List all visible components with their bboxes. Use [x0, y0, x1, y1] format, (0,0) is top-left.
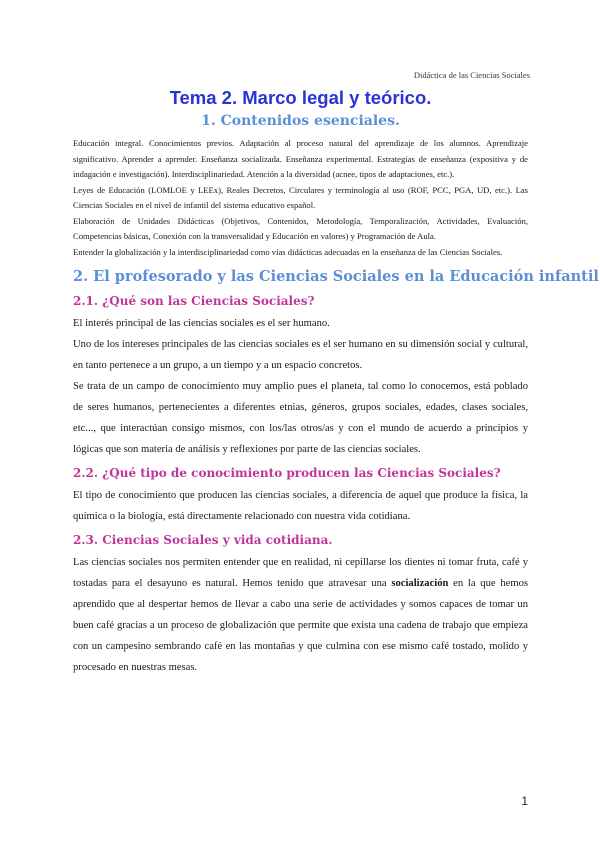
subsection-heading-2-2: 2.2. ¿Qué tipo de conocimiento producen las Ciencias Sociales?	[73, 466, 501, 480]
subsection-2-1-body	[73, 313, 528, 460]
paragraph: Entender la globalización y la interdisciplinariedad como vías didácticas adecuadas en la enseñanza de las Ciencias Sociales.	[73, 246, 503, 257]
subsection-2-3-body	[73, 552, 528, 678]
text-run: Las ciencias sociales nos permiten entender que en realidad, ni cepillarse los dientes ni tomar fruta, café y tostadas para el desayuno es natural. Hemos tenido que atravesar una	[73, 557, 528, 589]
paragraph: El tipo de conocimiento que producen las ciencias sociales, a diferencia de aquel que produce la física, la química o la biología, está directamente relacionado con nuestra vida cotidiana.	[73, 490, 528, 522]
paragraph: Uno de los intereses principales de las ciencias sociales es el ser humano en su dimensión social y cultural, en tanto pertenece a un grupo, a un tiempo y a un espacio concretos.	[73, 339, 528, 371]
page-title: Tema 2. Marco legal y teórico.	[169, 87, 432, 108]
paragraph: Se trata de un campo de conocimiento muy amplio pues el planeta, tal como lo conocemos, está poblado de seres humanos, pertenecientes a diferentes etnias, géneros, grupos sociales, edades, clases sociales, etc..., que interactúan consigo mismos, con los/las otros/as y con el mundo de acuerdo a principios y lógicas que son materia de análisis y reflexiones por parte de las ciencias sociales.	[73, 381, 528, 455]
subsection-2-2-body	[73, 485, 528, 527]
section-heading-1: 1. Contenidos esenciales.	[201, 113, 400, 129]
section-heading-2: 2. El profesorado y las Ciencias Sociales en la Educación infantil	[73, 268, 599, 285]
paragraph: El interés principal de las ciencias sociales es el ser humano.	[73, 318, 330, 329]
subsection-heading-2-3: 2.3. Ciencias Sociales y vida cotidiana.	[73, 533, 333, 547]
page-content	[73, 86, 599, 678]
running-header: Didáctica de las Ciencias Sociales	[413, 70, 530, 80]
subsection-heading-2-1: 2.1. ¿Qué son las Ciencias Sociales?	[73, 294, 315, 308]
section-1-body	[73, 136, 528, 260]
bold-term-socializacion: socialización	[391, 578, 449, 589]
page-number: 1	[521, 794, 528, 808]
text-run: en la que hemos aprendido que al despertar hemos de llevar a cabo una serie de actividades y somos capaces de tomar un buen café gracias a un proceso de globalización que permite que exista una cadena de trabajo que empieza con un campesino sembrando café en las montañas y que culmina con ese mismo café tostado, molido y procesado en nuestras mesas.	[73, 578, 528, 673]
paragraph: Leyes de Educación (LOMLOE y LEEx), Reales Decretos, Circulares y terminología al uso (ROF, PCC, PGA, UD, etc.). Las Ciencias Sociales en el nivel de infantil del sistema educativo español.	[73, 184, 528, 210]
paragraph	[73, 552, 528, 678]
paragraph: Educación integral. Conocimientos previos. Adaptación al proceso natural del aprendizaje de los alumnos. Aprendizaje significativo. Aprender a aprender. Enseñanza socializada. Enseñanza experimental. Estrategias de enseñanza (expositiva y de indagación e investigación). Interdisciplinariedad. Atención a la diversidad (acnee, tipos de adaptaciones, etc.).	[73, 138, 528, 179]
paragraph: Elaboración de Unidades Didácticas (Objetivos, Contenidos, Metodología, Temporalización, Actividades, Evaluación, Competencias básicas, Conexión con la transversalidad y Educación en valores) y Programación de Aula.	[73, 215, 528, 241]
